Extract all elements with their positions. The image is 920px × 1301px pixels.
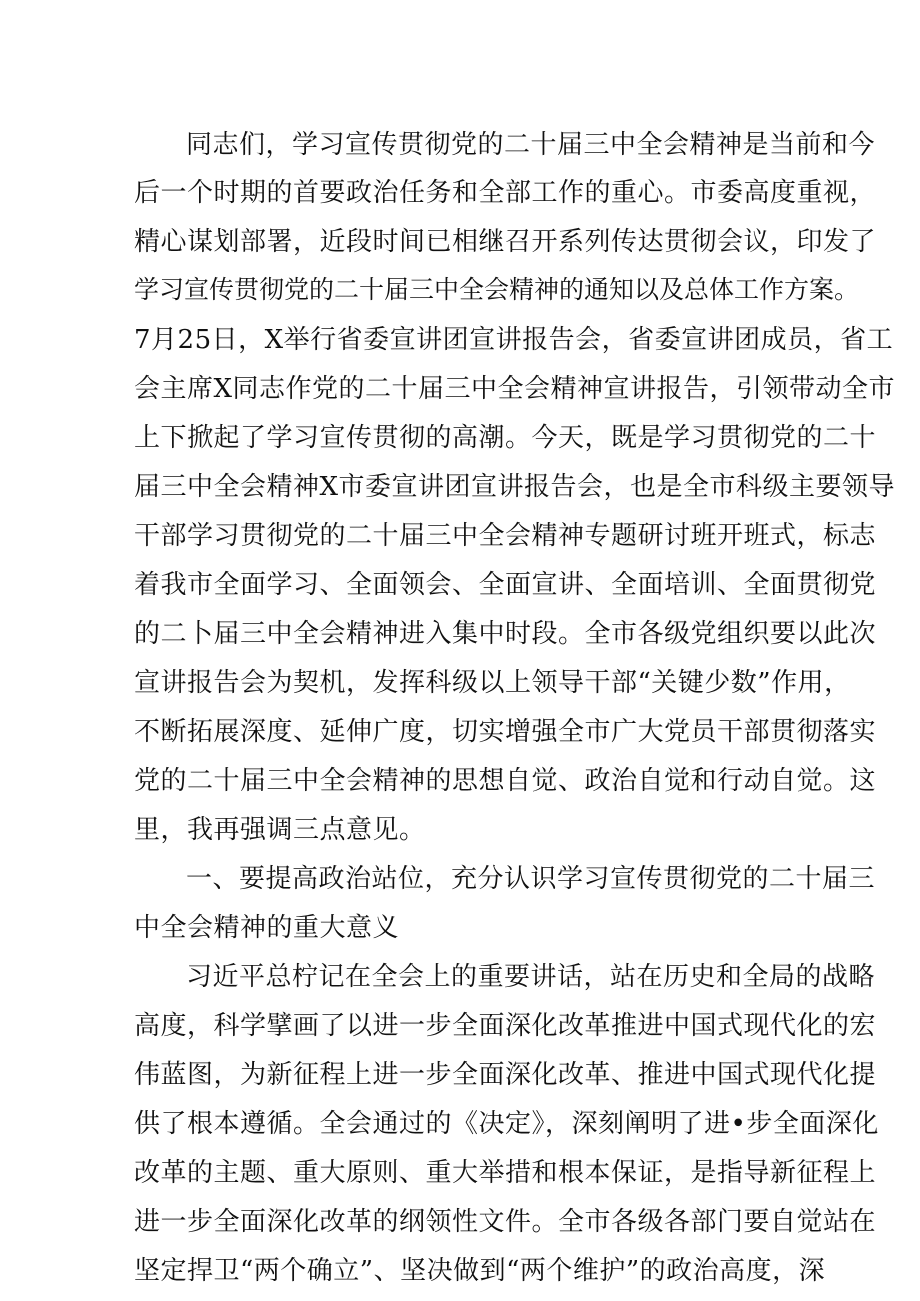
text-line: 宣讲报告会为契机，发挥科级以上领导干部“关键少数”作用， [134,668,851,698]
text-line: 后一个时期的首要政治任务和全部工作的重心。市委高度重视， [134,178,877,208]
text-line: 精心谋划部署，近段时间已相继召开系列传达贯彻会议，印发了 [134,227,877,257]
text-line: 7月25日，X举行省委宣讲团宣讲报告会，省委宣讲团成员，省工 [134,325,894,355]
text-line: 党的二十届三中全会精神的思想自觉、政治自觉和行动自觉。这 [134,766,877,796]
text-line: 学习宣传贯彻党的二十届三中全会精神的通知以及总体工作方案。 [134,275,860,304]
text-line: 届三中全会精神X市委宣讲团宣讲报告会，也是全市科级主要领导 [134,472,896,502]
text-line: 着我市全面学习、全面领会、全面宣讲、全面培训、全面贯彻党 [134,570,877,600]
text-line: 进一步全面深化改革的纲领性文件。全市各级各部门要自觉站在 [134,1207,877,1237]
text-line: 同志们，学习宣传贯彻党的二十届三中全会精神是当前和今 [186,130,876,160]
text-line: 伟蓝图，为新征程上进一步全面深化改革、推进中国式现代化提 [134,1060,877,1090]
section-heading-line: 一、要提高政治站位，充分认识学习宣传贯彻党的二十届三 [186,864,876,894]
text-line: 改革的主题、重大原则、重大举措和根本保证，是指导新征程上 [134,1158,877,1188]
text-line: 坚定捍卫“两个确立”、坚决做到“两个维护”的政治高度，深 [134,1256,826,1286]
text-line: 高度，科学擘画了以进一步全面深化改革推进中国式现代化的宏 [134,1011,877,1041]
text-line: 干部学习贯彻党的二十届三中全会精神专题研讨班开班式，标志 [134,521,877,551]
text-line: 供了根本遵循。全会通过的《决定》，深刻阐明了进•步全面深化 [134,1109,879,1139]
section-heading-line: 中全会精神的重大意义 [134,913,400,943]
text-line: 上下掀起了学习宣传贯彻的高潮。今天，既是学习贯彻党的二十 [134,423,877,453]
text-line: 会主席X同志作党的二十届三中全会精神宣讲报告，引领带动全市 [134,374,896,404]
text-line: 不断拓展深度、延伸广度，切实增强全市广大党员干部贯彻落实 [134,717,877,747]
text-line: 习近平总柠记在全会上的重要讲话，站在历史和全局的战略 [186,962,876,992]
text-line: 的二卜届三中全会精神进入集中时段。全市各级党组织要以此次 [134,619,877,649]
text-line: 里，我再强调三点意见。 [134,815,426,845]
